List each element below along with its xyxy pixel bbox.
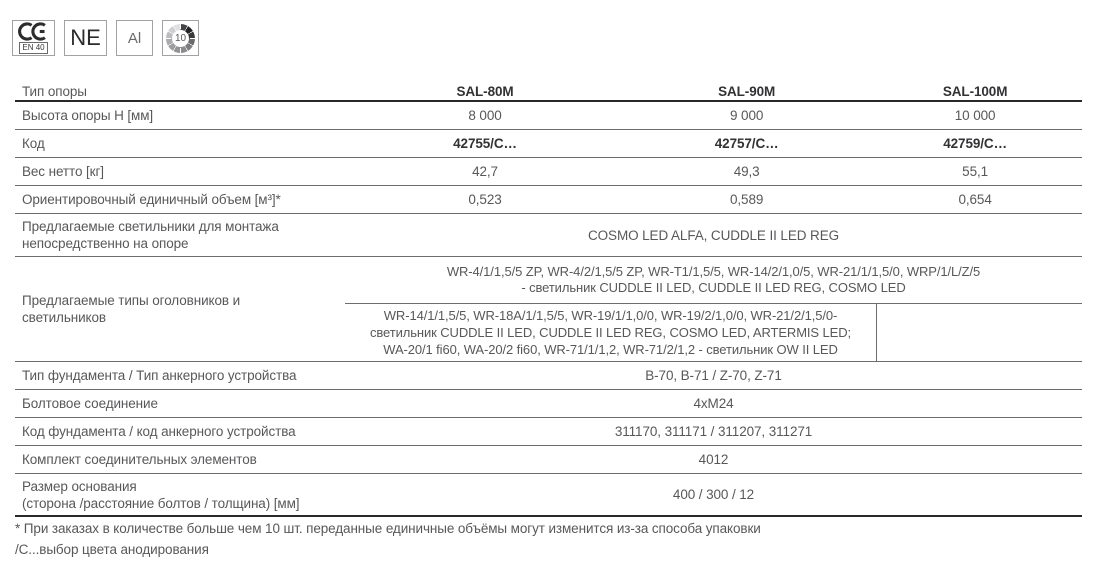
cell-value: 55,1 xyxy=(962,164,989,179)
row-label: Код xyxy=(22,136,45,151)
ce-mark-badge xyxy=(12,20,55,56)
cell-value: COSMO LED ALFA, CUDDLE II LED REG xyxy=(587,227,840,243)
row-label-line2: непосредственно на опоре xyxy=(22,236,189,251)
spec-row-base-size xyxy=(15,474,1082,517)
cell-value: 42,7 xyxy=(472,164,498,179)
bracket-options xyxy=(345,257,1082,361)
cell-value: 42755/C… xyxy=(453,136,517,151)
spec-row-height xyxy=(15,102,1082,130)
row-label-line2: (сторона /расстояние болтов / толщина) [мм] xyxy=(22,495,300,511)
row-label: Ориентировочный единичный объем [м³]* xyxy=(22,192,281,207)
bracket-group-1-line2: - светильник CUDDLE II LED, CUDDLE II LED REG, COSMO LED xyxy=(521,280,906,295)
cell-value: 42759/C… xyxy=(943,136,1007,151)
spec-table xyxy=(15,82,1082,517)
ne-label: NE xyxy=(70,25,101,50)
row-label xyxy=(15,478,345,512)
cell-value: 10 000 xyxy=(954,108,996,123)
row-label-line1: Размер основания xyxy=(22,478,137,494)
row-label: Вес нетто [кг] xyxy=(22,164,104,179)
segmented-ring-icon xyxy=(166,24,195,53)
cell-value: 49,3 xyxy=(733,164,760,179)
row-label: Высота опоры H [мм] xyxy=(22,108,154,123)
bracket-group-1 xyxy=(345,257,1082,304)
ce-standard-label: EN 40 xyxy=(19,42,47,54)
cell-value: 4012 xyxy=(698,452,729,467)
bracket-group-1-line1: WR-4/1/1,5/5 ZP, WR-4/2/1,5/5 ZP, WR-T1/1,5/5, WR-14/2/1,0/5, WR-21/1/1,5/0, WRP/1/L/Z/5 xyxy=(446,263,981,279)
cell-value: 0,523 xyxy=(468,192,502,207)
cell-value: 311170, 311171 / 311207, 311271 xyxy=(614,424,813,439)
row-label: Тип фундамента / Тип анкерного устройства xyxy=(22,368,297,383)
footnote-packing: * При заказах в количестве больше чем 10 шт. переданные единичные объёмы могут изменится из-за способа упаковки xyxy=(15,521,761,536)
warranty-years-label: 10 xyxy=(172,30,189,47)
cell-value: 4xM24 xyxy=(693,396,734,411)
column-header-sal90m: SAL-90M xyxy=(718,83,776,99)
spec-row-luminaires xyxy=(15,214,1082,257)
footnote-anodizing: /С...выбор цвета анодирования xyxy=(15,542,209,557)
column-header-sal80m: SAL-80M xyxy=(456,83,514,99)
row-label xyxy=(15,257,345,361)
aluminium-label: Al xyxy=(127,29,142,47)
row-label xyxy=(15,218,345,252)
cell-value: 0,654 xyxy=(958,192,992,207)
cell-value: 8 000 xyxy=(468,108,502,123)
spec-row-code xyxy=(15,130,1082,158)
certification-badges xyxy=(12,20,199,56)
bracket-group-2-row xyxy=(345,304,1082,361)
spec-row-foundation-type xyxy=(15,362,1082,390)
row-label: Комплект соединительных элементов xyxy=(22,452,257,467)
ce-mark-icon xyxy=(17,22,50,41)
warranty-10-badge xyxy=(162,20,199,56)
cell-value: 9 000 xyxy=(730,108,764,123)
spec-row-connector-kit xyxy=(15,446,1082,474)
spec-row-net-weight xyxy=(15,158,1082,186)
bracket-group-2 xyxy=(345,304,877,361)
bracket-group-2-line2: светильник CUDDLE II LED, CUDDLE II LED REG, COSMO LED, ARTERMIS LED; xyxy=(369,325,852,340)
cell-value: 42757/C… xyxy=(714,136,779,151)
footnotes xyxy=(15,518,761,560)
spec-row-bolt-connection xyxy=(15,390,1082,418)
spec-row-bracket-types xyxy=(15,257,1082,362)
bracket-group-2-empty-cell xyxy=(877,304,1082,361)
spec-row-unit-volume xyxy=(15,186,1082,214)
row-label-line1: Предлагаемые светильники для монтажа xyxy=(22,219,279,234)
row-label: Болтовое соединение xyxy=(22,396,158,411)
row-label: Тип опоры xyxy=(22,83,87,99)
aluminium-badge xyxy=(116,20,153,56)
row-label-line1: Предлагаемые типы оголовников и xyxy=(22,293,241,308)
cell-value: 400 / 300 / 12 xyxy=(672,487,755,502)
bracket-group-2-line3: WA-20/1 fi60, WA-20/2 fi60, WR-71/1/1,2, WR-71/2/1,2 - светильник OW II LED xyxy=(383,342,838,357)
spec-row-pole-type xyxy=(15,82,1082,102)
row-label: Код фундамента / код анкерного устройства xyxy=(22,424,296,439)
ne-badge xyxy=(64,20,107,56)
cell-value: 0,589 xyxy=(730,192,764,207)
bracket-group-2-line1: WR-14/1/1,5/5, WR-18A/1/1,5/5, WR-19/1/1,0/0, WR-19/2/1,0/0, WR-21/2/1,5/0- xyxy=(383,308,838,323)
column-header-sal100m: SAL-100M xyxy=(942,83,1008,99)
spec-row-foundation-code xyxy=(15,418,1082,446)
cell-value: B-70, B-71 / Z-70, Z-71 xyxy=(645,368,782,383)
row-label-line2: светильников xyxy=(22,310,106,325)
